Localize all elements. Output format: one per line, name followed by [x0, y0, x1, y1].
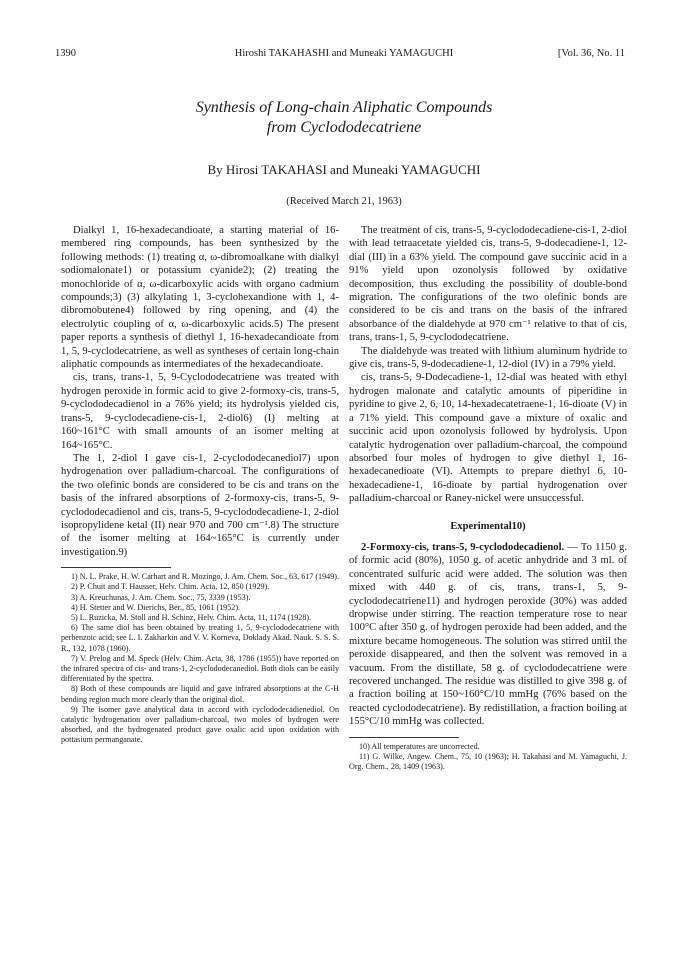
body-paragraph: The dialdehyde was treated with lithium aluminum hydride to give cis, trans-5, 9-dodecadiene-1, 12-diol (IV) in a 79% yield.	[349, 345, 627, 371]
footnote: 8) Both of these compounds are liquid and gave infrared absorptions at the C-H bending region much more clearly than the original diol.	[61, 684, 339, 704]
title-line-1: Synthesis of Long-chain Aliphatic Compounds	[195, 99, 493, 116]
left-column	[61, 224, 339, 746]
experimental-heading: Experimental10)	[450, 520, 526, 532]
journal-ref: [Vol. 36, No. 11	[557, 48, 625, 59]
footnote: 1) N. L. Prake, H. W. Carhart and R. Mozingo, J. Am. Chem. Soc., 63, 617 (1949).	[71, 572, 339, 582]
footnote-rule	[61, 567, 171, 568]
body-paragraph: The treatment of cis, trans-5, 9-cyclododecadiene-cis-1, 2-diol with lead tetraacetate yielded cis, trans-5, 9-dodecadiene-1, 12-dial (III) in a 63% yield. The compound gave succinic acid in a 91% yield upon ozonolysis followed by oxidative decomposition, thus excluding the possibility of double-bond migration. The configurations of the two olefinic bonds are considered to be cis and trans on the basis of the infrared absorbance of the dialdehyde at 970 cm⁻¹ relative to that of cis, trans, trans-1, 5, 9-cyclododecatriene.	[349, 225, 627, 344]
footnote: 9) The isomer gave analytical data in accord with cyclododecadienediol. On catalytic hydrogenation over palladium-charcoal, two moles of hydrogen were absorbed, and the hydrogenated product gave oxalic acid upon oxidation with pottasium permanganate.	[61, 704, 339, 745]
byline: By Hirosi TAKAHASI and Muneaki YAMAGUCHI	[207, 162, 481, 177]
body-paragraph: cis, trans, trans-1, 5, 9-Cyclododecatriene was treated with hydrogen peroxide in formic acid to give 2-formoxy-cis, trans-5, 9-cyclododecadienol in a 76% yield; its hydrolysis yielded cis, trans-5, 9-cyclodecadiene-cis-1, 2-diol6) (I) melting at 160~161°C with small amounts of an isomer melting at 164~165°C.	[61, 372, 339, 451]
footnote: 2) P. Chuit and T. Hausser, Helv. Chim. Acta, 12, 850 (1929).	[71, 582, 270, 592]
footnote: 4) H. Stetter and W. Dierichs, Ber., 85, 1061 (1952).	[71, 602, 241, 612]
experimental-text: — To 1150 g. of formic acid (80%), 1050 g. of acetic anhydride and 3 ml. of concentrated sulfuric acid were added. The solution was then mixed with 440 g. of cis, trans, trans-1, 5, 9-cyclododecatriene11) and hydrogen peroxide (30%) was added dropwise under stirring. The reaction temperature rose to near 100°C after 350 g. of hydrogen peroxide had been added, and the mixture became homogeneous. The solution was stirred until the peroxide disappeared, and then the solvent was removed in a vacuum. From the distillate, 58 g. of cyclododecatriene were recovered unchanged. The residue was distilled to give 398 g. of a fraction boiling at 150~160°C/10 mmHg (76% based on the reacted cyclododecatriene). By redistillation, a fraction boiling at 155°C/10 mmHg was collected.	[349, 541, 627, 728]
body-paragraph: Dialkyl 1, 16-hexadecandioate, a starting material of 16-membered ring compounds, has been synthesized by the following methods: (1) treating α, ω-dibromoalkane with dialkyl sodiomalonate1) or potassium cyanide2); (2) treating the monochloride of α, ω-dicarboxylic acids with organo cadmium compounds;3) (3) alkylating 1, 3-cyclohexandione with 1, 4-dibromobutene4) followed by ring opening, and (4) the electrolytic coupling of α, ω-dicarboxylic acids.5) The present paper reports a synthesis of diethyl 1, 16-hexadecandioate from 1, 5, 9-cyclodecatriene, as well as syntheses of certain long-chain aliphatic compounds as intermediates of the hexadecandioate.	[61, 225, 339, 371]
footnote: 6) The same diol has been obtained by treating 1, 5, 9-cyclododecatriene with perbenzoic acid; see L. I. Zakharkin and V. V. Korneva, Doklady Akad. Nauk. S. S. S. R., 132, 1078 (1960).	[61, 623, 339, 653]
right-column	[349, 224, 627, 772]
footnote-rule	[349, 737, 459, 738]
footnote: 10) All temperatures are uncorrected.	[359, 741, 480, 751]
experimental-paragraph	[349, 541, 627, 729]
page-number: 1390	[55, 48, 76, 59]
running-head: Hiroshi TAKAHASHI and Muneaki YAMAGUCHI	[234, 48, 454, 59]
received-date: (Received March 21, 1963)	[286, 196, 402, 207]
body-paragraph: The 1, 2-diol I gave cis-1, 2-cyclododecanediol7) upon hydrogenation over palladium-charcoal. The configurations of the two olefinic bonds are considered to be cis and trans on the basis of the infrared absorptions of 2-formoxy-cis, trans-5, 9-cyclododecadienol and cis, trans-5, 9-cyclododecadiene-1, 2-diol isopropylidene ketal (II) near 970 and 700 cm⁻¹.8) The structure of the isomer melting at 164~165°C is currently under investigation.9)	[61, 452, 339, 558]
footnote: 3) A. Kreuchunas, J. Am. Chem. Soc., 75, 3339 (1953).	[71, 592, 251, 602]
title-line-2: from Cyclododecatriene	[266, 119, 422, 136]
body-paragraph: cis, trans-5, 9-Dodecadiene-1, 12-dial was heated with ethyl hydrogen malonate and catalytic amounts of piperidine in pyridine to give 2, 6, 10, 14-hexadecatetraene-1, 16-dioate (V) in a 71% yield. This compound gave a mixture of oxalic and succinic acid upon ozonolysis followed by hydrolysis. Upon catalytic hydrogenation over palladium-charcoal, the compound absorbed four moles of hydrogen to give diethyl 1, 16-hexadecanedioate (VI). Attempts to prepare diethyl 6, 10-hexadecadiene-1, 16-dioate by partial hydrogenation over palladium-charcoal or Raney-nickel were unsuccessful.	[349, 372, 627, 505]
footnote: 5) L. Ruzicka, M. Stoll and H. Schinz, Helv. Chim. Acta, 11, 1174 (1928).	[71, 612, 312, 622]
experimental-subhead: 2-Formoxy-cis, trans-5, 9-cyclododecadienol.	[361, 541, 565, 553]
footnotes	[61, 572, 339, 745]
article-title	[0, 98, 688, 138]
right-footnotes	[349, 742, 627, 773]
footnote: 7) V. Prelog and M. Speck (Helv. Chim. Acta, 38, 1786 (1955)) have reported on the infrared spectra of cis- and trans-1, 2-cyclododecanediol. Both diols can be easily differentiated by the spectra.	[61, 653, 339, 684]
footnote: 11) G. Wilke, Angew. Chem., 75, 10 (1963); H. Takahasi and M. Yamaguchi, J. Org. Chem., 28, 1409 (1963).	[349, 751, 627, 772]
